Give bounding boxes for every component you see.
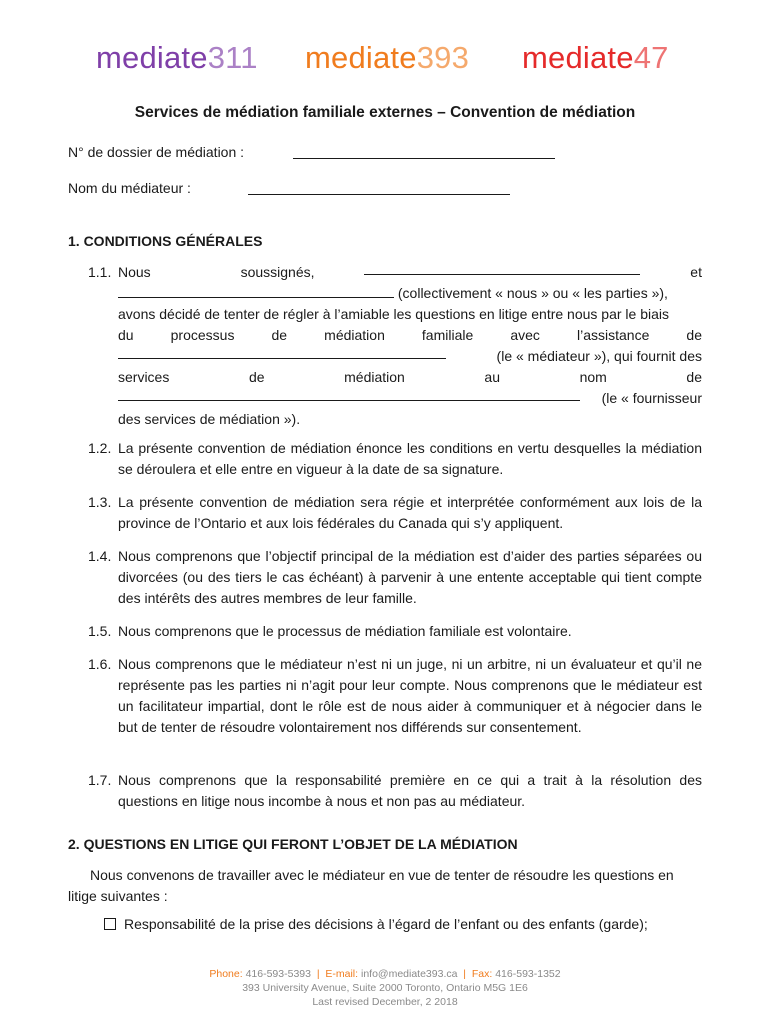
party-one-field[interactable] [364, 262, 640, 275]
checkbox-label: Responsabilité de la prise des décisions à l’égard de l’enfant ou des enfants (garde); [124, 916, 648, 932]
section-intro: Nous convenons de travailler avec le médiateur en vue de tenter de résoudre les questions en litige suivantes : [68, 867, 674, 904]
text-segment: de [686, 327, 702, 343]
clause-line [118, 283, 702, 304]
clause-number: 1.1. [88, 264, 112, 280]
clause-number: 1.7. [88, 772, 112, 788]
text-segment: Nous [118, 264, 151, 280]
logo-mediate311 [96, 40, 258, 76]
text-segment: services [118, 369, 170, 385]
clause-text: La présente convention de médiation énonce les conditions en vertu desquelles la médiation se déroulera et elle entre en vigueur à la date de sa signature. [118, 440, 702, 477]
clause-text: La présente convention de médiation sera régie et interprétée conformément aux lois de la province de l’Ontario et aux lois fédérales du Canada qui s’y appliquent. [118, 494, 702, 531]
file-number-field[interactable] [293, 157, 555, 159]
section-heading: 2. QUESTIONS EN LITIGE QUI FERONT L’OBJET DE LA MÉDIATION [68, 836, 518, 852]
text-segment: de [248, 369, 265, 385]
clause-1-3 [88, 492, 702, 534]
clause-number: 1.2. [88, 440, 112, 456]
clause-number: 1.4. [88, 548, 112, 564]
clause-text: Nous comprenons que la responsabilité première en ce qui a trait à la résolution des questions en litige nous incombe à nous et non pas au médiateur. [118, 772, 702, 809]
text-segment: (collectivement « nous » ou « les parties »), [397, 285, 668, 301]
clause-1-5 [88, 621, 702, 642]
logo-number: 47 [633, 40, 669, 75]
text-segment: familiale [421, 327, 474, 343]
text-segment: avec [510, 327, 540, 343]
text-segment: (le « médiateur »), qui fournit des [496, 348, 702, 364]
clause-number: 1.3. [88, 494, 112, 510]
text-segment: soussignés, [240, 264, 315, 280]
clause-text: Nous comprenons que l’objectif principal de la médiation est d’aider des parties séparées ou divorcées (ou des tiers le cas échéant) à parvenir à une entente acceptable qui tient compte des intérêts des autres membres de leur famille. [118, 548, 702, 606]
clause-line [118, 346, 702, 367]
section-heading: 1. CONDITIONS GÉNÉRALES [68, 233, 263, 249]
clause-text [118, 262, 702, 430]
party-two-field[interactable] [118, 285, 394, 298]
text-segment: du [118, 327, 134, 343]
separator: | [463, 968, 467, 980]
logo-mediate393 [305, 40, 469, 76]
logo-number: 393 [416, 40, 470, 75]
text-segment: de [686, 369, 702, 385]
text-segment: processus [170, 327, 235, 343]
logo-brand: mediate [522, 40, 634, 75]
clause-1-1 [88, 262, 702, 430]
text-segment: et [690, 264, 702, 280]
logo-bar [0, 40, 770, 80]
clause-line [118, 325, 702, 346]
separator: | [316, 968, 320, 980]
clause-number: 1.6. [88, 656, 112, 672]
text-segment: (le « fournisseur [601, 390, 702, 406]
footer-address: 393 University Avenue, Suite 2000 Toronto, Ontario M5G 1E6 [242, 982, 528, 994]
phone-label: Phone: [209, 968, 243, 980]
clause-line [118, 388, 702, 409]
text-segment: de [271, 327, 288, 343]
mediator-name-field[interactable] [248, 193, 510, 195]
clause-1-4 [88, 546, 702, 609]
email-label: E-mail: [325, 968, 359, 980]
mediator-field[interactable] [118, 346, 446, 359]
logo-number: 311 [207, 40, 258, 75]
clause-line: avons décidé de tenter de régler à l’amiable les questions en litige entre nous par le biais [118, 306, 670, 322]
text-segment: au [484, 369, 500, 385]
clause-line: des services de médiation »). [118, 411, 301, 427]
fax-label: Fax: [471, 968, 493, 980]
logo-mediate47 [522, 40, 669, 76]
document-title: Services de médiation familiale externes – Convention de médiation [134, 104, 636, 121]
fax-value: 416-593-1352 [495, 968, 561, 980]
clause-number: 1.5. [88, 623, 112, 639]
clause-1-7 [88, 770, 702, 812]
clause-line [118, 262, 702, 283]
email-value: info@mediate393.ca [360, 968, 458, 980]
clause-line [118, 367, 702, 388]
checkbox-icon[interactable] [104, 918, 116, 930]
footer-revised: Last revised December, 2 2018 [312, 996, 458, 1008]
phone-value: 416-593-5393 [245, 968, 311, 980]
logo-brand: mediate [96, 40, 208, 75]
text-segment: médiation [344, 369, 405, 385]
text-segment: nom [579, 369, 607, 385]
clause-1-6 [88, 654, 702, 738]
text-segment: l’assistance [576, 327, 650, 343]
clause-1-2 [88, 438, 702, 480]
footer-contact [0, 967, 770, 981]
text-segment: médiation [324, 327, 385, 343]
page-footer [0, 967, 770, 1009]
provider-field[interactable] [118, 388, 580, 401]
logo-brand: mediate [305, 40, 417, 75]
clause-text: Nous comprenons que le médiateur n’est ni un juge, ni un arbitre, ni un évaluateur et qu’il ne représente pas les parties ni n’agit pour leur compte. Nous comprenons que le médiateur est un facilitateur impartial, dont le rôle est de nous aider à communiquer et à négocier dans le but de tenter de résoudre volontairement nos différends sur consentement. [118, 656, 702, 735]
file-number-label: N° de dossier de médiation : [68, 144, 245, 160]
clause-text: Nous comprenons que le processus de médiation familiale est volontaire. [118, 623, 572, 639]
mediator-name-label: Nom du médiateur : [68, 180, 191, 196]
checkbox-option[interactable] [104, 916, 648, 932]
